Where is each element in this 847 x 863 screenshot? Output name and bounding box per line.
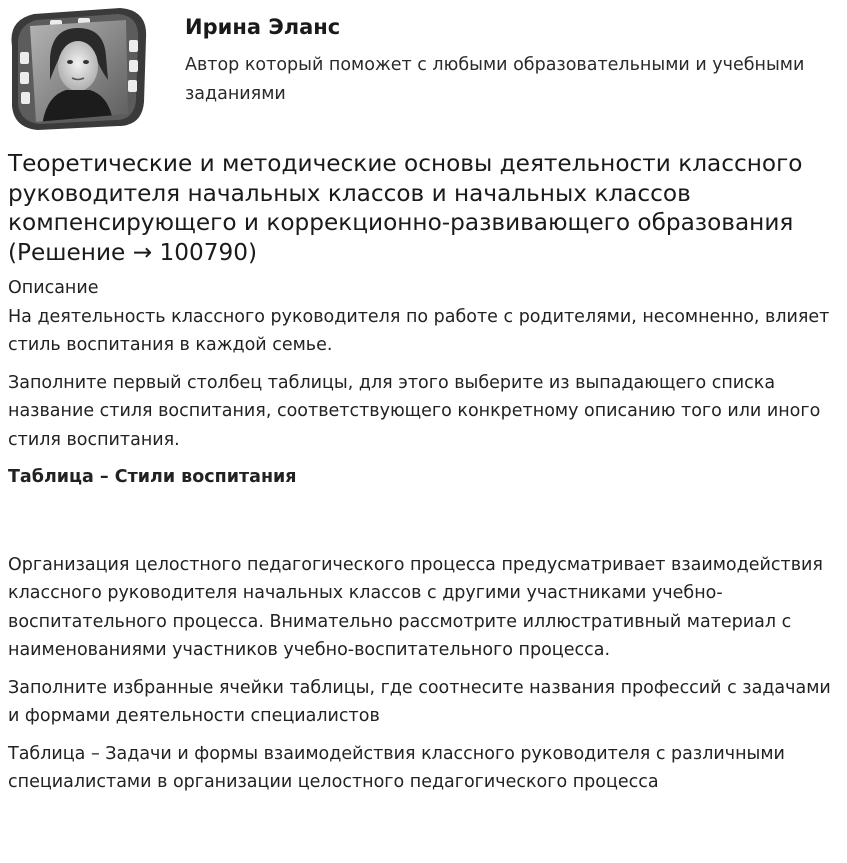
table-title-specialists: Таблица – Задачи и формы взаимодействия классного руководителя с различными специалистами в организации целостного педагогического процесса bbox=[8, 743, 785, 792]
paragraph-fill-table-instructions: Заполните первый столбец таблицы, для этого выберите из выпадающего списка название стиля воспитания, соответствующего конкретному описанию того или иного стиля воспитания. bbox=[8, 372, 821, 450]
paragraph-parenting-styles: На деятельность классного руководителя по работе с родителями, несомненно, влияет стиль воспитания в каждой семье. bbox=[8, 306, 830, 355]
author-avatar[interactable] bbox=[6, 6, 152, 130]
film-reel-avatar-icon bbox=[6, 6, 152, 130]
table-placeholder bbox=[8, 492, 838, 541]
description-label: Описание bbox=[8, 278, 99, 298]
author-description: Автор который поможет с любыми образовательными и учебными заданиями bbox=[185, 55, 805, 104]
paragraph-fill-cells-instructions: Заполните избранные ячейки таблицы, где соотнесите названия профессий с задачами и формами деятельности специалистов bbox=[8, 677, 831, 726]
table-title-parenting-styles: Таблица – Стили воспитания bbox=[8, 467, 297, 487]
author-name[interactable]: Ирина Эланс bbox=[185, 15, 341, 39]
author-block bbox=[0, 0, 847, 140]
paragraph-pedagogical-process: Организация целостного педагогического процесса предусматривает взаимодействия классного руководителя начальных классов с другими участниками учебно-воспитательного процесса. Внимательно рассмотрите иллюстративный материал с наименованиями участников учебно-воспитательного процесса. bbox=[8, 554, 823, 660]
page-title: Теоретические и методические основы деятельности классного руководителя начальных классов и начальных классов компенсирующего и коррекционно-развивающего образования (Решение → 100790) bbox=[8, 150, 803, 266]
task-content bbox=[8, 274, 838, 797]
